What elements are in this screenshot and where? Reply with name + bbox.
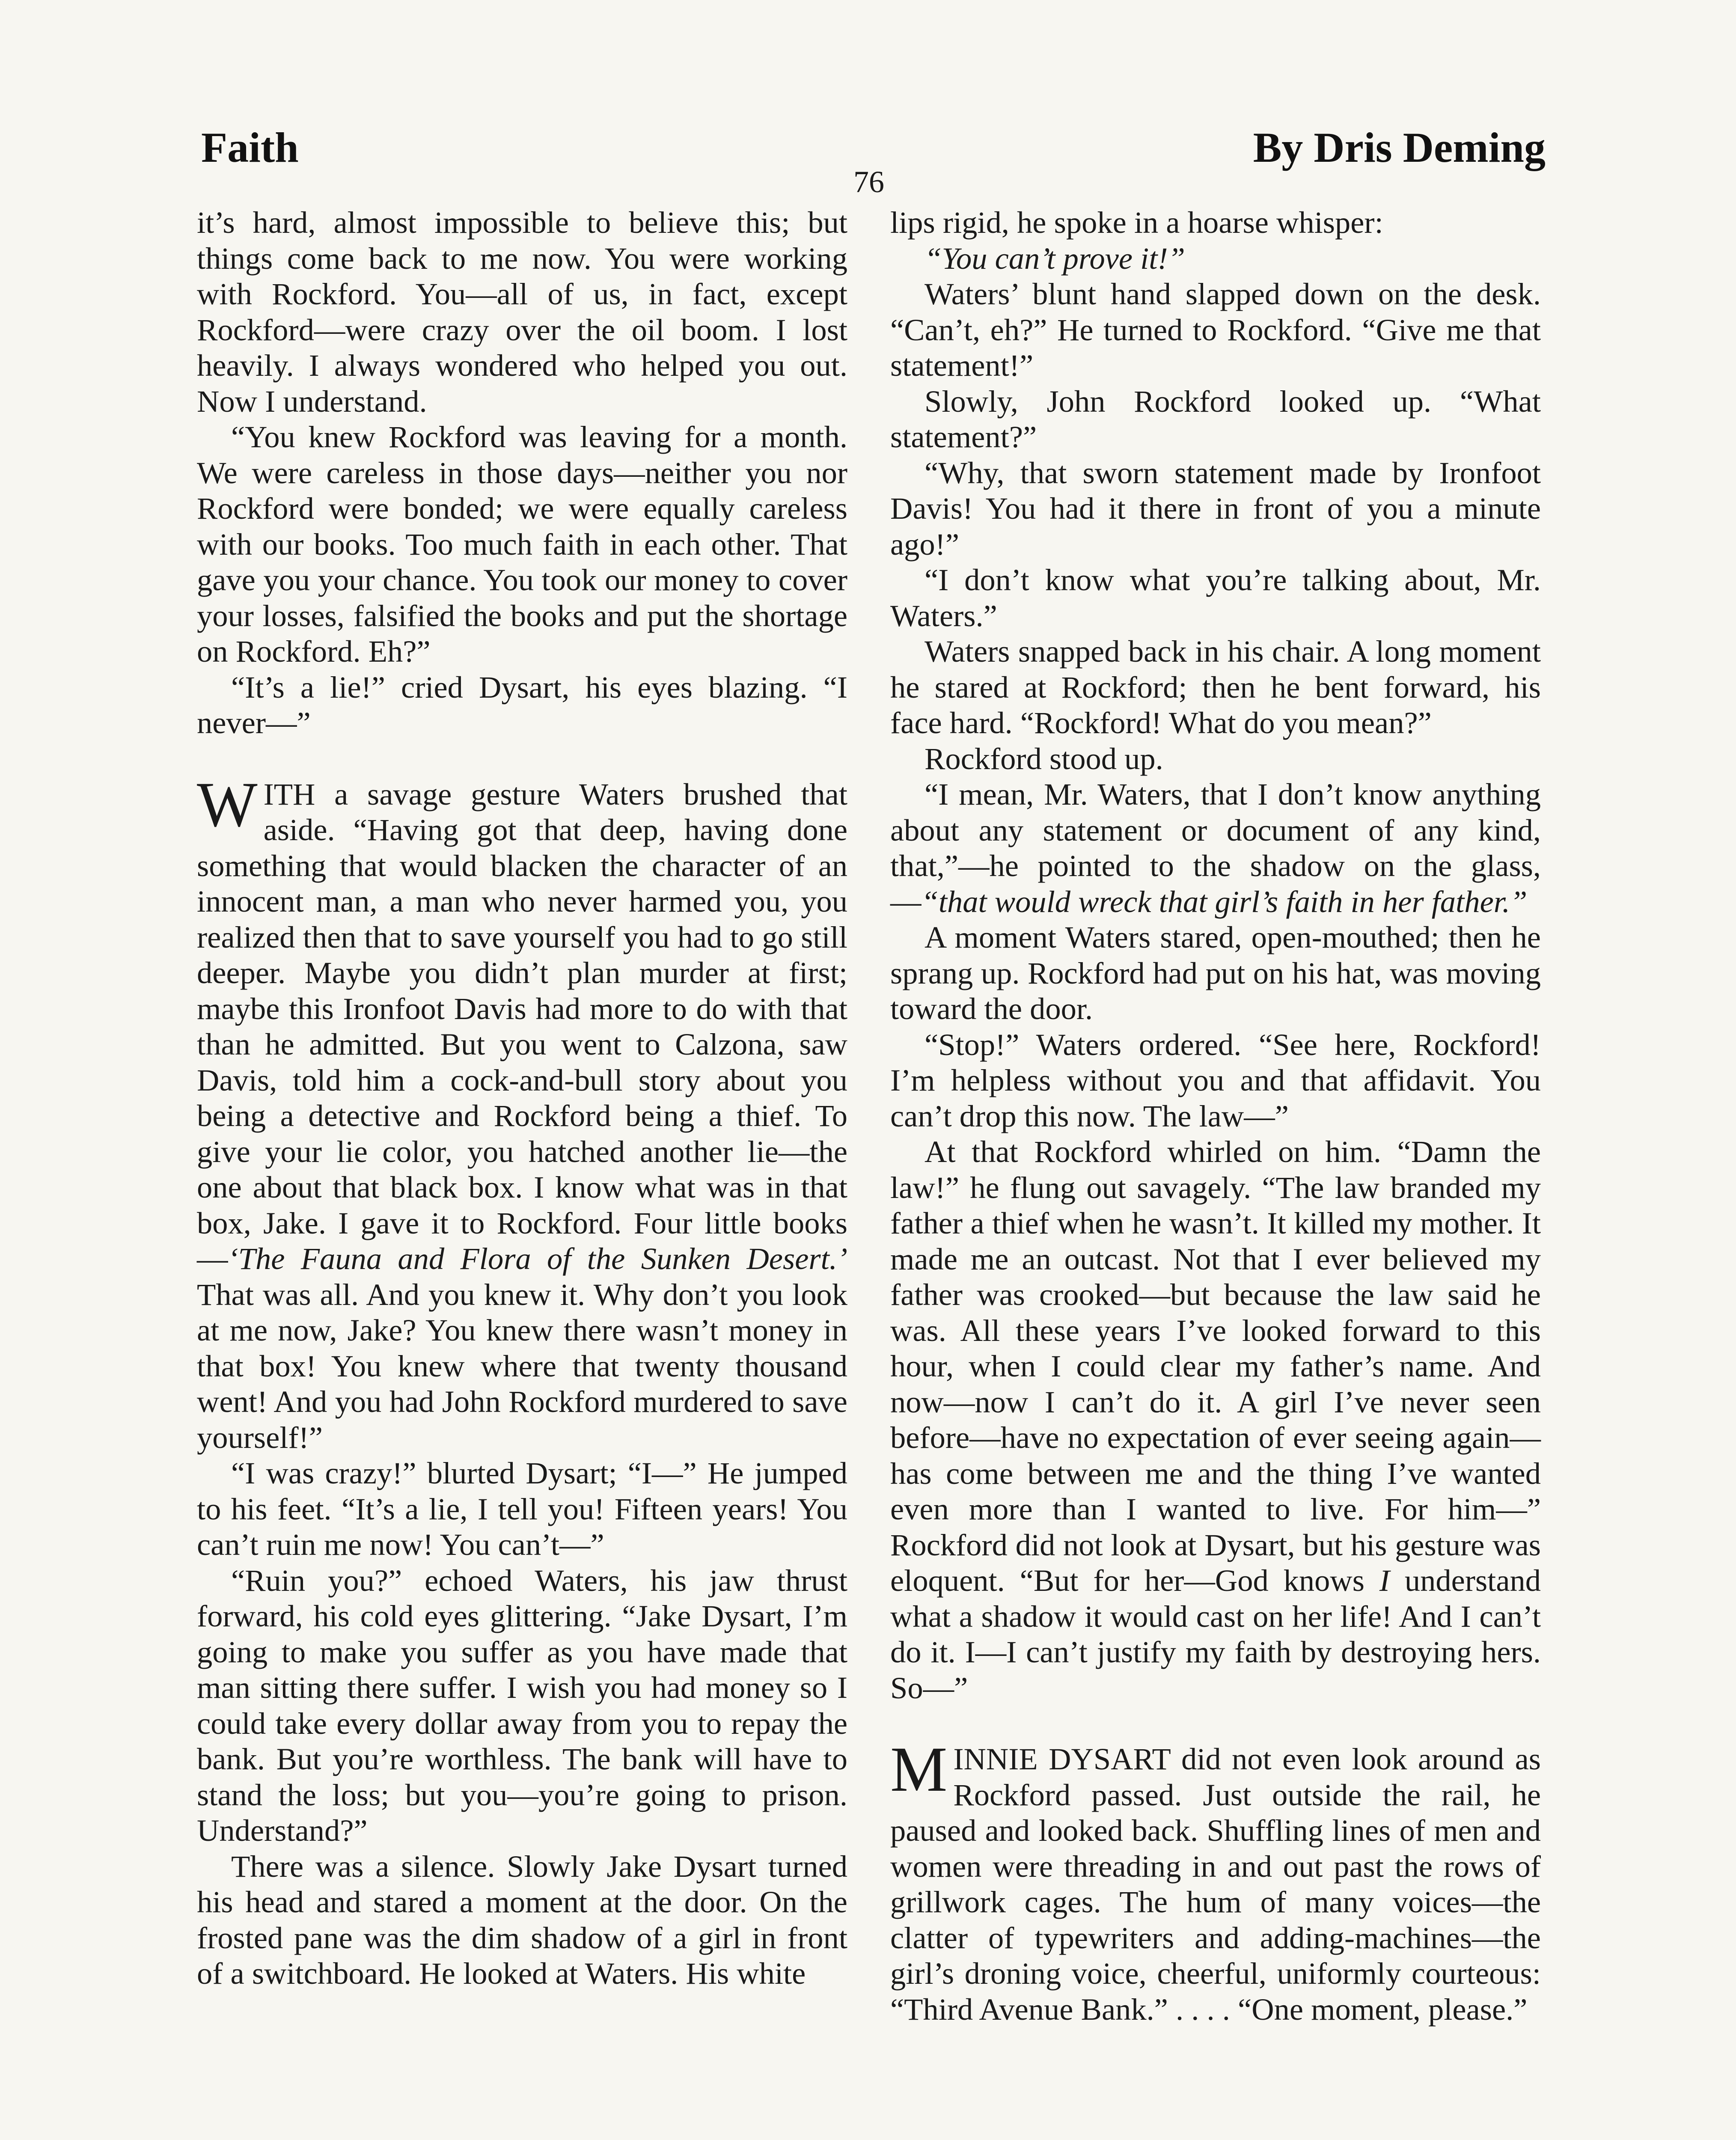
paragraph: Rockford stood up. [924,741,1163,776]
paragraph [197,769,847,1456]
paragraph: There was a silence. Slowly Jake Dysart turned his head and stared a moment at the door. On the frosted pane was the dim shadow of a girl in front of a switchboard. He looked at Waters. His white [197,1849,847,1991]
paragraph: “I was crazy!” blurted Dysart; “I—” He jumped to his feet. “It’s a lie, I tell you! Fifteen years! You can’t ruin me now! You can’t—” [197,1456,847,1562]
paragraph: it’s hard, almost impossible to believe this; but things come back to me now. You were working with Rockford. You—all of us, in fact, except Rockford—were crazy over the oil boom. I lost heavily. I always wondered who helped you out. Now I understand. [197,205,847,419]
story-byline: By Dris Deming [1253,124,1546,171]
paragraph: “Stop!” Waters ordered. “See here, Rockford! I’m helpless without you and that affidavit. You can’t drop this now. The law—” [890,1027,1541,1133]
drop-cap: M [890,1734,948,1805]
paragraph: lips rigid, he spoke in a hoarse whisper: [890,205,1383,240]
paragraph: “It’s a lie!” cried Dysart, his eyes blazing. “I never—” [197,669,847,740]
paragraph-text: understand what a shadow it would cast on her life! And I can’t do it. I—I can’t justify my faith by destroying hers. So—” [890,1563,1541,1705]
paragraph-text: At that Rockford whirled on him. “Damn the law!” he flung out savagely. “The law branded my father a thief when he wasn’t. It killed my mother. It made me an outcast. Not that I ever believed my father was crooked—but because the law said he was. All these years I’ve looked forward to this hour, when I could clear my father’s name. And now—now I can’t do it. A girl I’ve never seen before—have no expectation of ever seeing again—has come between me and the thing I’ve wanted even more than I wanted to live. For him—” Rockford did not look at Dysart, but his gesture was eloquent. “But for her—God knows [890,1134,1541,1598]
paragraph: Waters’ blunt hand slapped down on the desk. “Can’t, eh?” He turned to Rockford. “Give me that statement!” [890,276,1541,383]
paragraph: Slowly, John Rockford looked up. “What statement?” [890,383,1541,454]
paragraph: “Why, that sworn statement made by Ironfoot Davis! You had it there in front of you a minute ago!” [890,455,1541,562]
paragraph [890,776,1541,919]
page-number: 76 [853,165,884,199]
paragraph: “You knew Rockford was leaving for a month. We were careless in those days—neither you nor Rockford were bonded; we were equally careless with our books. Too much faith in each other. That gave you your chance. You took our money to cover your losses, falsified the books and put the shortage on Rockford. Eh?” [197,419,847,669]
paragraph: A moment Waters stared, open-mouthed; then he sprang up. Rockford had put on his hat, was moving toward the door. [890,920,1541,1026]
paragraph-text: “I mean, Mr. Waters, that I don’t know anything about any statement or document of any kind, that,”—he pointed to the shadow on the glass,— [890,777,1541,919]
paragraph [890,241,1541,276]
italic-text: “You can’t prove it!” [924,241,1185,276]
paragraph-text: INNIE DYSART did not even look around as Rockford passed. Just outside the rail, he paused and looked back. Shuffling lines of men and women were threading in and out past the rows of grillwork cages. The hum of many voices—the clatter of typewriters and adding-machines—the girl’s droning voice, cheerful, uniformly courteous: “Third Avenue Bank.” . . . . “One moment, please.” [890,1742,1541,2027]
italic-text: ‘The Fauna and Flora of the Sunken Desert.’ [228,1241,847,1276]
italic-text: I [1379,1563,1390,1598]
paragraph: “I don’t know what you’re talking about, Mr. Waters.” [890,562,1541,633]
paragraph-text: ITH a savage gesture Waters brushed that aside. “Having got that deep, having done something that would blacken the character of an innocent man, a man who never harmed you, you realized then that to save yourself you had to go still deeper. Maybe you didn’t plan murder at first; maybe this Ironfoot Davis had more to do with that than he admitted. But you went to Calzona, saw Davis, told him a cock-and-bull story about you being a detective and Rockford being a thief. To give your lie color, you hatched another lie—the one about that black box. I know what was in that box, Jake. I gave it to Rockford. Four little books— [197,776,847,1276]
drop-cap: W [197,769,258,840]
paragraph: Waters snapped back in his chair. A long moment he stared at Rockford; then he bent forward, his face hard. “Rockford! What do you mean?” [890,634,1541,740]
paragraph: “Ruin you?” echoed Waters, his jaw thrust forward, his cold eyes glittering. “Jake Dysart, I’m going to make you suffer as you have made that man sitting there suffer. I wish you had money so I could take every dollar away from you to repay the bank. But you’re worthless. The bank will have to stand the loss; but you—you’re going to prison. Understand?” [197,1563,847,1848]
right-column [890,205,1541,2027]
story-title: Faith [201,124,299,171]
paragraph [890,1134,1541,1706]
left-column [197,205,847,1991]
italic-text: “that would wreck that girl’s faith in her father.” [921,884,1528,919]
paragraph [890,1734,1541,2027]
paragraph-text: That was all. And you knew it. Why don’t you look at me now, Jake? You knew there wasn’t money in that box! You knew where that twenty thousand went! And you had John Rockford murdered to save yourself!” [197,1277,847,1455]
